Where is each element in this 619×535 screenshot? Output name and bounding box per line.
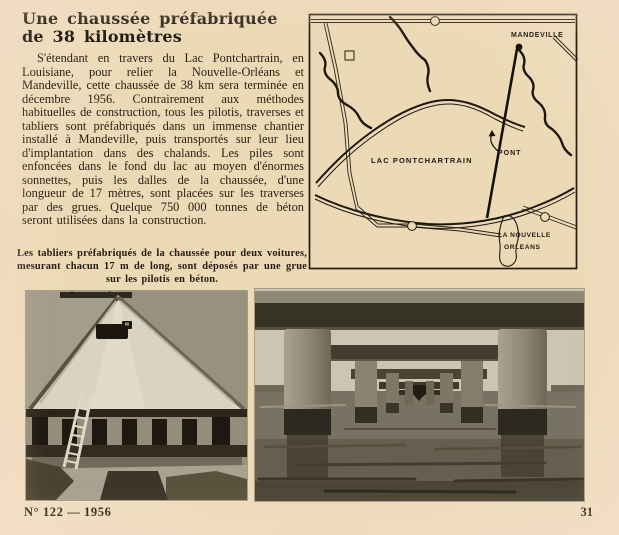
article-body [22,52,304,228]
map-mandeville-dot [516,44,523,51]
photo-under-causeway [255,289,584,501]
photo-under-causeway-art [255,289,584,501]
map-label-new-orleans-line1: LA NOUVELLE [498,232,551,239]
map-illustration [308,13,578,270]
article-title-line2: de 38 kilomètres [22,27,183,46]
photo-causeway-deck-art [26,291,247,500]
map-road-northeast [553,36,578,61]
footer-page-number: 31 [580,505,593,519]
map-label-pont: PONT [498,150,522,157]
deck-edge-beam [26,409,247,417]
deck-slab-near [255,291,584,303]
map-label-new-orleans-line2: ORLEANS [504,244,541,251]
treeline-right [551,385,584,392]
map-label-mandeville: MANDEVILLE [511,32,564,39]
article-paragraph: S'étendant en travers du Lac Pontchartrain, en Louisiane, pour relier la Nouvelle-Orléans et Mandeville, cette chaussée de 38 km sera terminée en décembre 1956. Contrairement aux méthodes habituelles de construction, tous les pilotis, traverses et tabliers sont préfabriqués dans un immense chantier installé à Mandeville, puis transportés sur leur lieu d'implantation dans des chalands. Les piles sont enfoncées dans le fond du lac au moyen d'énormes sonnettes, puis les dalles de la chaussée, d'une longueur de 17 mètres, sont placées sur les traverses par des grues. Quelque 750 000 tonnes de béton seront utilisées dans la construction. [22,51,304,227]
article-title [22,10,308,46]
barge-silhouette [60,292,132,298]
footer-issue-number: N° 122 — 1956 [24,505,112,519]
map-lake-pontchartrain [308,13,578,270]
photo-causeway-deck [26,291,247,500]
map-road-north [311,20,575,23]
map-new-orleans-outline [499,215,518,266]
photo-caption: Les tabliers préfabriqués de la chaussée pour deux voitures, mesurant chacun 17 m de long, sont déposés par une grue sur les pilotis en béton. [17,248,307,285]
map-label-lake: LAC PONTCHARTRAIN [371,156,473,165]
article-title-line1: Une chaussée préfabriquée [22,9,278,28]
map-pont-arrow-icon [489,130,499,151]
deck-slab-2 [307,345,531,361]
